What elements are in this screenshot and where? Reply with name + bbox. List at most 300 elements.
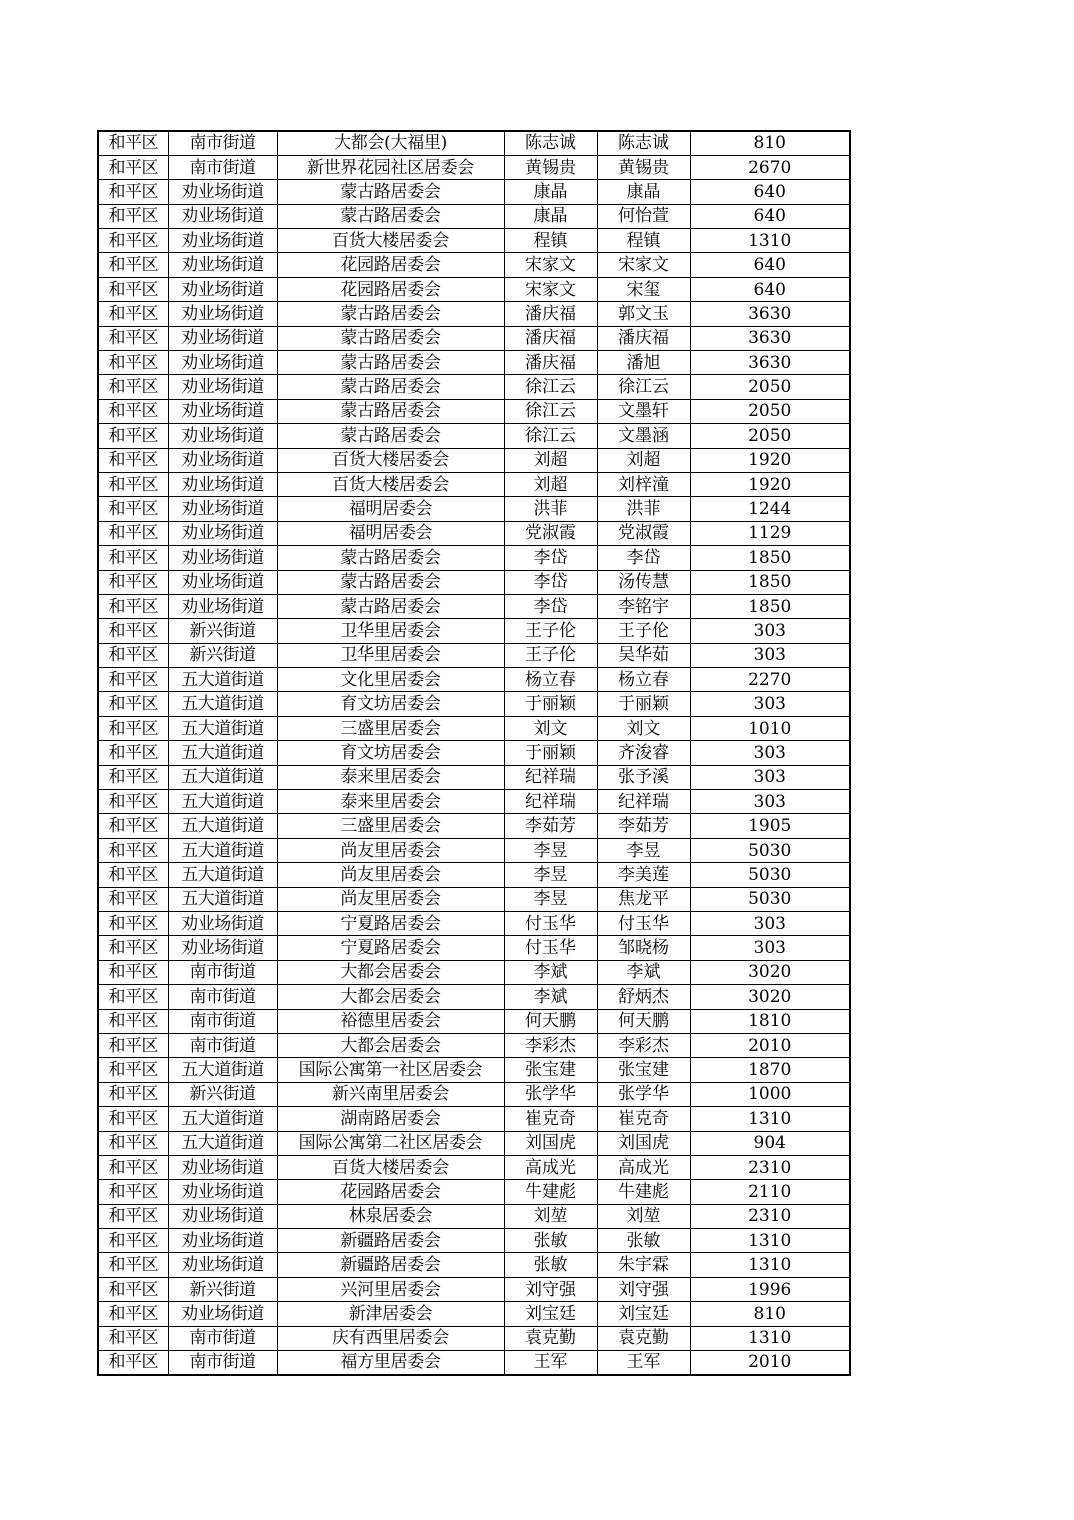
applicant-cell: 何天鹏: [504, 1009, 597, 1033]
applicant-cell: 于丽颖: [504, 741, 597, 765]
district-cell: 和平区: [98, 546, 168, 570]
member-cell: 李茹芳: [597, 814, 690, 838]
table-row: [98, 1033, 850, 1057]
applicant-cell: 刘文: [504, 716, 597, 740]
community-cell: 新津居委会: [277, 1302, 504, 1326]
table-row: [98, 1082, 850, 1106]
table-row: [98, 424, 850, 448]
applicant-cell: 李昱: [504, 838, 597, 862]
table-row: [98, 692, 850, 716]
amount-cell: 1920: [690, 448, 850, 472]
applicant-cell: 牛建彪: [504, 1180, 597, 1204]
applicant-cell: 李岱: [504, 594, 597, 618]
applicant-cell: 于丽颖: [504, 692, 597, 716]
community-cell: 蒙古路居委会: [277, 570, 504, 594]
community-cell: 国际公寓第一社区居委会: [277, 1058, 504, 1082]
community-cell: 蒙古路居委会: [277, 375, 504, 399]
member-cell: 焦龙平: [597, 887, 690, 911]
member-cell: 文墨涵: [597, 424, 690, 448]
table-row: [98, 399, 850, 423]
member-cell: 宋家文: [597, 253, 690, 277]
member-cell: 邹晓杨: [597, 936, 690, 960]
amount-cell: 1000: [690, 1082, 850, 1106]
table-row: [98, 863, 850, 887]
street-cell: 五大道街道: [168, 838, 277, 862]
community-cell: 三盛里居委会: [277, 716, 504, 740]
district-cell: 和平区: [98, 375, 168, 399]
amount-cell: 303: [690, 619, 850, 643]
district-cell: 和平区: [98, 302, 168, 326]
member-cell: 洪菲: [597, 497, 690, 521]
applicant-cell: 王子伦: [504, 619, 597, 643]
table-row: [98, 472, 850, 496]
member-cell: 徐江云: [597, 375, 690, 399]
community-cell: 卫华里居委会: [277, 643, 504, 667]
community-cell: 百货大楼居委会: [277, 472, 504, 496]
table-row: [98, 351, 850, 375]
amount-cell: 3020: [690, 960, 850, 984]
street-cell: 五大道街道: [168, 1107, 277, 1131]
member-cell: 李岱: [597, 546, 690, 570]
community-cell: 蒙古路居委会: [277, 594, 504, 618]
member-cell: 袁克勤: [597, 1326, 690, 1350]
member-cell: 潘旭: [597, 351, 690, 375]
street-cell: 劝业场街道: [168, 1204, 277, 1228]
applicant-cell: 徐江云: [504, 399, 597, 423]
applicant-cell: 宋家文: [504, 277, 597, 301]
street-cell: 劝业场街道: [168, 302, 277, 326]
table-row: [98, 277, 850, 301]
amount-cell: 2050: [690, 375, 850, 399]
amount-cell: 2270: [690, 668, 850, 692]
applicant-cell: 李岱: [504, 546, 597, 570]
street-cell: 劝业场街道: [168, 180, 277, 204]
community-cell: 文化里居委会: [277, 668, 504, 692]
street-cell: 五大道街道: [168, 814, 277, 838]
member-cell: 刘守强: [597, 1277, 690, 1301]
applicant-cell: 李昱: [504, 887, 597, 911]
community-cell: 育文坊居委会: [277, 692, 504, 716]
table-row: [98, 741, 850, 765]
street-cell: 劝业场街道: [168, 351, 277, 375]
street-cell: 南市街道: [168, 1326, 277, 1350]
table-row: [98, 887, 850, 911]
district-cell: 和平区: [98, 790, 168, 814]
applicant-cell: 高成光: [504, 1155, 597, 1179]
amount-cell: 1310: [690, 1326, 850, 1350]
member-cell: 张宝建: [597, 1058, 690, 1082]
table-body: [98, 131, 850, 1375]
table-row: [98, 619, 850, 643]
table-row: [98, 960, 850, 984]
community-cell: 蒙古路居委会: [277, 424, 504, 448]
amount-cell: 2310: [690, 1155, 850, 1179]
community-cell: 新世界花园社区居委会: [277, 155, 504, 179]
district-cell: 和平区: [98, 448, 168, 472]
district-cell: 和平区: [98, 1082, 168, 1106]
district-cell: 和平区: [98, 131, 168, 155]
member-cell: 刘梓潼: [597, 472, 690, 496]
street-cell: 劝业场街道: [168, 229, 277, 253]
community-cell: 裕德里居委会: [277, 1009, 504, 1033]
applicant-cell: 李茹芳: [504, 814, 597, 838]
street-cell: 劝业场街道: [168, 497, 277, 521]
member-cell: 李彩杰: [597, 1033, 690, 1057]
district-cell: 和平区: [98, 1253, 168, 1277]
street-cell: 南市街道: [168, 131, 277, 155]
applicant-cell: 付玉华: [504, 936, 597, 960]
table-row: [98, 204, 850, 228]
community-cell: 泰来里居委会: [277, 790, 504, 814]
district-cell: 和平区: [98, 229, 168, 253]
applicant-cell: 纪祥瑞: [504, 765, 597, 789]
street-cell: 劝业场街道: [168, 375, 277, 399]
street-cell: 劝业场街道: [168, 424, 277, 448]
street-cell: 新兴街道: [168, 643, 277, 667]
table-row: [98, 521, 850, 545]
table-row: [98, 716, 850, 740]
community-cell: 花园路居委会: [277, 277, 504, 301]
amount-cell: 640: [690, 253, 850, 277]
member-cell: 牛建彪: [597, 1180, 690, 1204]
street-cell: 五大道街道: [168, 692, 277, 716]
community-cell: 百货大楼居委会: [277, 1155, 504, 1179]
table-row: [98, 1155, 850, 1179]
district-cell: 和平区: [98, 1155, 168, 1179]
table-row: [98, 375, 850, 399]
applicant-cell: 王子伦: [504, 643, 597, 667]
member-cell: 纪祥瑞: [597, 790, 690, 814]
table-row: [98, 1326, 850, 1350]
street-cell: 劝业场街道: [168, 253, 277, 277]
applicant-cell: 张学华: [504, 1082, 597, 1106]
district-cell: 和平区: [98, 619, 168, 643]
street-cell: 劝业场街道: [168, 570, 277, 594]
street-cell: 劝业场街道: [168, 546, 277, 570]
member-cell: 文墨轩: [597, 399, 690, 423]
member-cell: 潘庆福: [597, 326, 690, 350]
table-row: [98, 1277, 850, 1301]
amount-cell: 1850: [690, 570, 850, 594]
community-cell: 林泉居委会: [277, 1204, 504, 1228]
member-cell: 何天鹏: [597, 1009, 690, 1033]
applicant-cell: 王军: [504, 1351, 597, 1375]
amount-cell: 2670: [690, 155, 850, 179]
amount-cell: 1310: [690, 1229, 850, 1253]
district-cell: 和平区: [98, 643, 168, 667]
member-cell: 刘超: [597, 448, 690, 472]
community-cell: 大都会居委会: [277, 1033, 504, 1057]
amount-cell: 3630: [690, 302, 850, 326]
member-cell: 刘宝廷: [597, 1302, 690, 1326]
community-cell: 庆有西里居委会: [277, 1326, 504, 1350]
street-cell: 南市街道: [168, 960, 277, 984]
street-cell: 五大道街道: [168, 887, 277, 911]
community-cell: 宁夏路居委会: [277, 936, 504, 960]
community-cell: 三盛里居委会: [277, 814, 504, 838]
amount-cell: 640: [690, 277, 850, 301]
district-cell: 和平区: [98, 863, 168, 887]
table-row: [98, 1107, 850, 1131]
street-cell: 劝业场街道: [168, 936, 277, 960]
amount-cell: 2050: [690, 424, 850, 448]
data-table: [97, 130, 851, 1376]
table-row: [98, 1009, 850, 1033]
community-cell: 花园路居委会: [277, 253, 504, 277]
street-cell: 南市街道: [168, 1351, 277, 1375]
district-cell: 和平区: [98, 253, 168, 277]
district-cell: 和平区: [98, 1277, 168, 1301]
amount-cell: 3630: [690, 326, 850, 350]
community-cell: 蒙古路居委会: [277, 204, 504, 228]
applicant-cell: 潘庆福: [504, 351, 597, 375]
applicant-cell: 康晶: [504, 204, 597, 228]
table-row: [98, 155, 850, 179]
street-cell: 劝业场街道: [168, 521, 277, 545]
community-cell: 新兴南里居委会: [277, 1082, 504, 1106]
table-row: [98, 1204, 850, 1228]
district-cell: 和平区: [98, 1180, 168, 1204]
community-cell: 湖南路居委会: [277, 1107, 504, 1131]
member-cell: 朱宇霖: [597, 1253, 690, 1277]
amount-cell: 5030: [690, 838, 850, 862]
community-cell: 新疆路居委会: [277, 1229, 504, 1253]
applicant-cell: 徐江云: [504, 424, 597, 448]
amount-cell: 1850: [690, 546, 850, 570]
community-cell: 尚友里居委会: [277, 887, 504, 911]
member-cell: 宋玺: [597, 277, 690, 301]
community-cell: 新疆路居委会: [277, 1253, 504, 1277]
member-cell: 张敏: [597, 1229, 690, 1253]
district-cell: 和平区: [98, 155, 168, 179]
community-cell: 大都会居委会: [277, 985, 504, 1009]
table-row: [98, 302, 850, 326]
member-cell: 汤传慧: [597, 570, 690, 594]
applicant-cell: 崔克奇: [504, 1107, 597, 1131]
district-cell: 和平区: [98, 887, 168, 911]
district-cell: 和平区: [98, 1229, 168, 1253]
applicant-cell: 李斌: [504, 960, 597, 984]
community-cell: 泰来里居委会: [277, 765, 504, 789]
street-cell: 劝业场街道: [168, 326, 277, 350]
member-cell: 党淑霞: [597, 521, 690, 545]
district-cell: 和平区: [98, 277, 168, 301]
street-cell: 劝业场街道: [168, 448, 277, 472]
community-cell: 尚友里居委会: [277, 838, 504, 862]
street-cell: 新兴街道: [168, 1082, 277, 1106]
member-cell: 李铭宇: [597, 594, 690, 618]
member-cell: 付玉华: [597, 912, 690, 936]
street-cell: 五大道街道: [168, 765, 277, 789]
community-cell: 兴河里居委会: [277, 1277, 504, 1301]
amount-cell: 1905: [690, 814, 850, 838]
member-cell: 张学华: [597, 1082, 690, 1106]
district-cell: 和平区: [98, 1033, 168, 1057]
amount-cell: 810: [690, 131, 850, 155]
community-cell: 蒙古路居委会: [277, 546, 504, 570]
member-cell: 张予溪: [597, 765, 690, 789]
community-cell: 大都会(大福里): [277, 131, 504, 155]
applicant-cell: 洪菲: [504, 497, 597, 521]
member-cell: 于丽颖: [597, 692, 690, 716]
district-cell: 和平区: [98, 1107, 168, 1131]
amount-cell: 303: [690, 643, 850, 667]
community-cell: 福方里居委会: [277, 1351, 504, 1375]
street-cell: 新兴街道: [168, 1277, 277, 1301]
street-cell: 劝业场街道: [168, 1180, 277, 1204]
table-row: [98, 668, 850, 692]
community-cell: 蒙古路居委会: [277, 326, 504, 350]
street-cell: 五大道街道: [168, 863, 277, 887]
amount-cell: 640: [690, 180, 850, 204]
table-row: [98, 814, 850, 838]
member-cell: 陈志诚: [597, 131, 690, 155]
amount-cell: 2010: [690, 1033, 850, 1057]
member-cell: 舒炳杰: [597, 985, 690, 1009]
table-row: [98, 326, 850, 350]
amount-cell: 2010: [690, 1351, 850, 1375]
member-cell: 李斌: [597, 960, 690, 984]
district-cell: 和平区: [98, 838, 168, 862]
applicant-cell: 陈志诚: [504, 131, 597, 155]
table-row: [98, 912, 850, 936]
street-cell: 南市街道: [168, 985, 277, 1009]
member-cell: 何怡萱: [597, 204, 690, 228]
member-cell: 李美莲: [597, 863, 690, 887]
amount-cell: 1129: [690, 521, 850, 545]
amount-cell: 303: [690, 936, 850, 960]
amount-cell: 1850: [690, 594, 850, 618]
amount-cell: 2110: [690, 1180, 850, 1204]
district-cell: 和平区: [98, 716, 168, 740]
table-row: [98, 1253, 850, 1277]
district-cell: 和平区: [98, 570, 168, 594]
table-row: [98, 1058, 850, 1082]
amount-cell: 810: [690, 1302, 850, 1326]
table-row: [98, 1351, 850, 1375]
community-cell: 宁夏路居委会: [277, 912, 504, 936]
applicant-cell: 潘庆福: [504, 326, 597, 350]
applicant-cell: 李彩杰: [504, 1033, 597, 1057]
applicant-cell: 刘守强: [504, 1277, 597, 1301]
table-row: [98, 546, 850, 570]
applicant-cell: 纪祥瑞: [504, 790, 597, 814]
street-cell: 五大道街道: [168, 1058, 277, 1082]
community-cell: 花园路居委会: [277, 1180, 504, 1204]
applicant-cell: 李斌: [504, 985, 597, 1009]
applicant-cell: 李岱: [504, 570, 597, 594]
table-row: [98, 1302, 850, 1326]
district-cell: 和平区: [98, 521, 168, 545]
member-cell: 崔克奇: [597, 1107, 690, 1131]
community-cell: 福明居委会: [277, 521, 504, 545]
table-row: [98, 180, 850, 204]
table-row: [98, 570, 850, 594]
table-row: [98, 1229, 850, 1253]
community-cell: 蒙古路居委会: [277, 180, 504, 204]
amount-cell: 1010: [690, 716, 850, 740]
amount-cell: 303: [690, 692, 850, 716]
member-cell: 齐浚睿: [597, 741, 690, 765]
district-cell: 和平区: [98, 692, 168, 716]
amount-cell: 5030: [690, 863, 850, 887]
street-cell: 劝业场街道: [168, 594, 277, 618]
applicant-cell: 刘国虎: [504, 1131, 597, 1155]
district-cell: 和平区: [98, 399, 168, 423]
amount-cell: 1310: [690, 1253, 850, 1277]
district-cell: 和平区: [98, 594, 168, 618]
district-cell: 和平区: [98, 765, 168, 789]
table-row: [98, 229, 850, 253]
member-cell: 康晶: [597, 180, 690, 204]
amount-cell: 3020: [690, 985, 850, 1009]
district-cell: 和平区: [98, 1009, 168, 1033]
district-cell: 和平区: [98, 741, 168, 765]
district-cell: 和平区: [98, 936, 168, 960]
table-row: [98, 838, 850, 862]
amount-cell: 1810: [690, 1009, 850, 1033]
street-cell: 劝业场街道: [168, 1253, 277, 1277]
street-cell: 劝业场街道: [168, 1302, 277, 1326]
community-cell: 尚友里居委会: [277, 863, 504, 887]
applicant-cell: 宋家文: [504, 253, 597, 277]
member-cell: 吴华茹: [597, 643, 690, 667]
applicant-cell: 张敏: [504, 1253, 597, 1277]
amount-cell: 2050: [690, 399, 850, 423]
amount-cell: 1920: [690, 472, 850, 496]
applicant-cell: 黄锡贵: [504, 155, 597, 179]
district-cell: 和平区: [98, 668, 168, 692]
member-cell: 刘堃: [597, 1204, 690, 1228]
street-cell: 劝业场街道: [168, 1229, 277, 1253]
member-cell: 王子伦: [597, 619, 690, 643]
community-cell: 蒙古路居委会: [277, 302, 504, 326]
street-cell: 南市街道: [168, 1009, 277, 1033]
street-cell: 劝业场街道: [168, 277, 277, 301]
community-cell: 国际公寓第二社区居委会: [277, 1131, 504, 1155]
community-cell: 卫华里居委会: [277, 619, 504, 643]
table-row: [98, 643, 850, 667]
street-cell: 南市街道: [168, 1033, 277, 1057]
amount-cell: 303: [690, 790, 850, 814]
district-cell: 和平区: [98, 351, 168, 375]
table-row: [98, 790, 850, 814]
table-row: [98, 594, 850, 618]
applicant-cell: 徐江云: [504, 375, 597, 399]
amount-cell: 5030: [690, 887, 850, 911]
street-cell: 五大道街道: [168, 716, 277, 740]
applicant-cell: 刘超: [504, 448, 597, 472]
applicant-cell: 付玉华: [504, 912, 597, 936]
member-cell: 王军: [597, 1351, 690, 1375]
applicant-cell: 张敏: [504, 1229, 597, 1253]
member-cell: 郭文玉: [597, 302, 690, 326]
amount-cell: 303: [690, 741, 850, 765]
member-cell: 程镇: [597, 229, 690, 253]
community-cell: 蒙古路居委会: [277, 351, 504, 375]
district-cell: 和平区: [98, 1351, 168, 1375]
applicant-cell: 杨立春: [504, 668, 597, 692]
district-cell: 和平区: [98, 326, 168, 350]
community-cell: 大都会居委会: [277, 960, 504, 984]
applicant-cell: 刘宝廷: [504, 1302, 597, 1326]
member-cell: 杨立春: [597, 668, 690, 692]
member-cell: 黄锡贵: [597, 155, 690, 179]
district-cell: 和平区: [98, 1326, 168, 1350]
table-row: [98, 765, 850, 789]
member-cell: 刘国虎: [597, 1131, 690, 1155]
amount-cell: 303: [690, 765, 850, 789]
